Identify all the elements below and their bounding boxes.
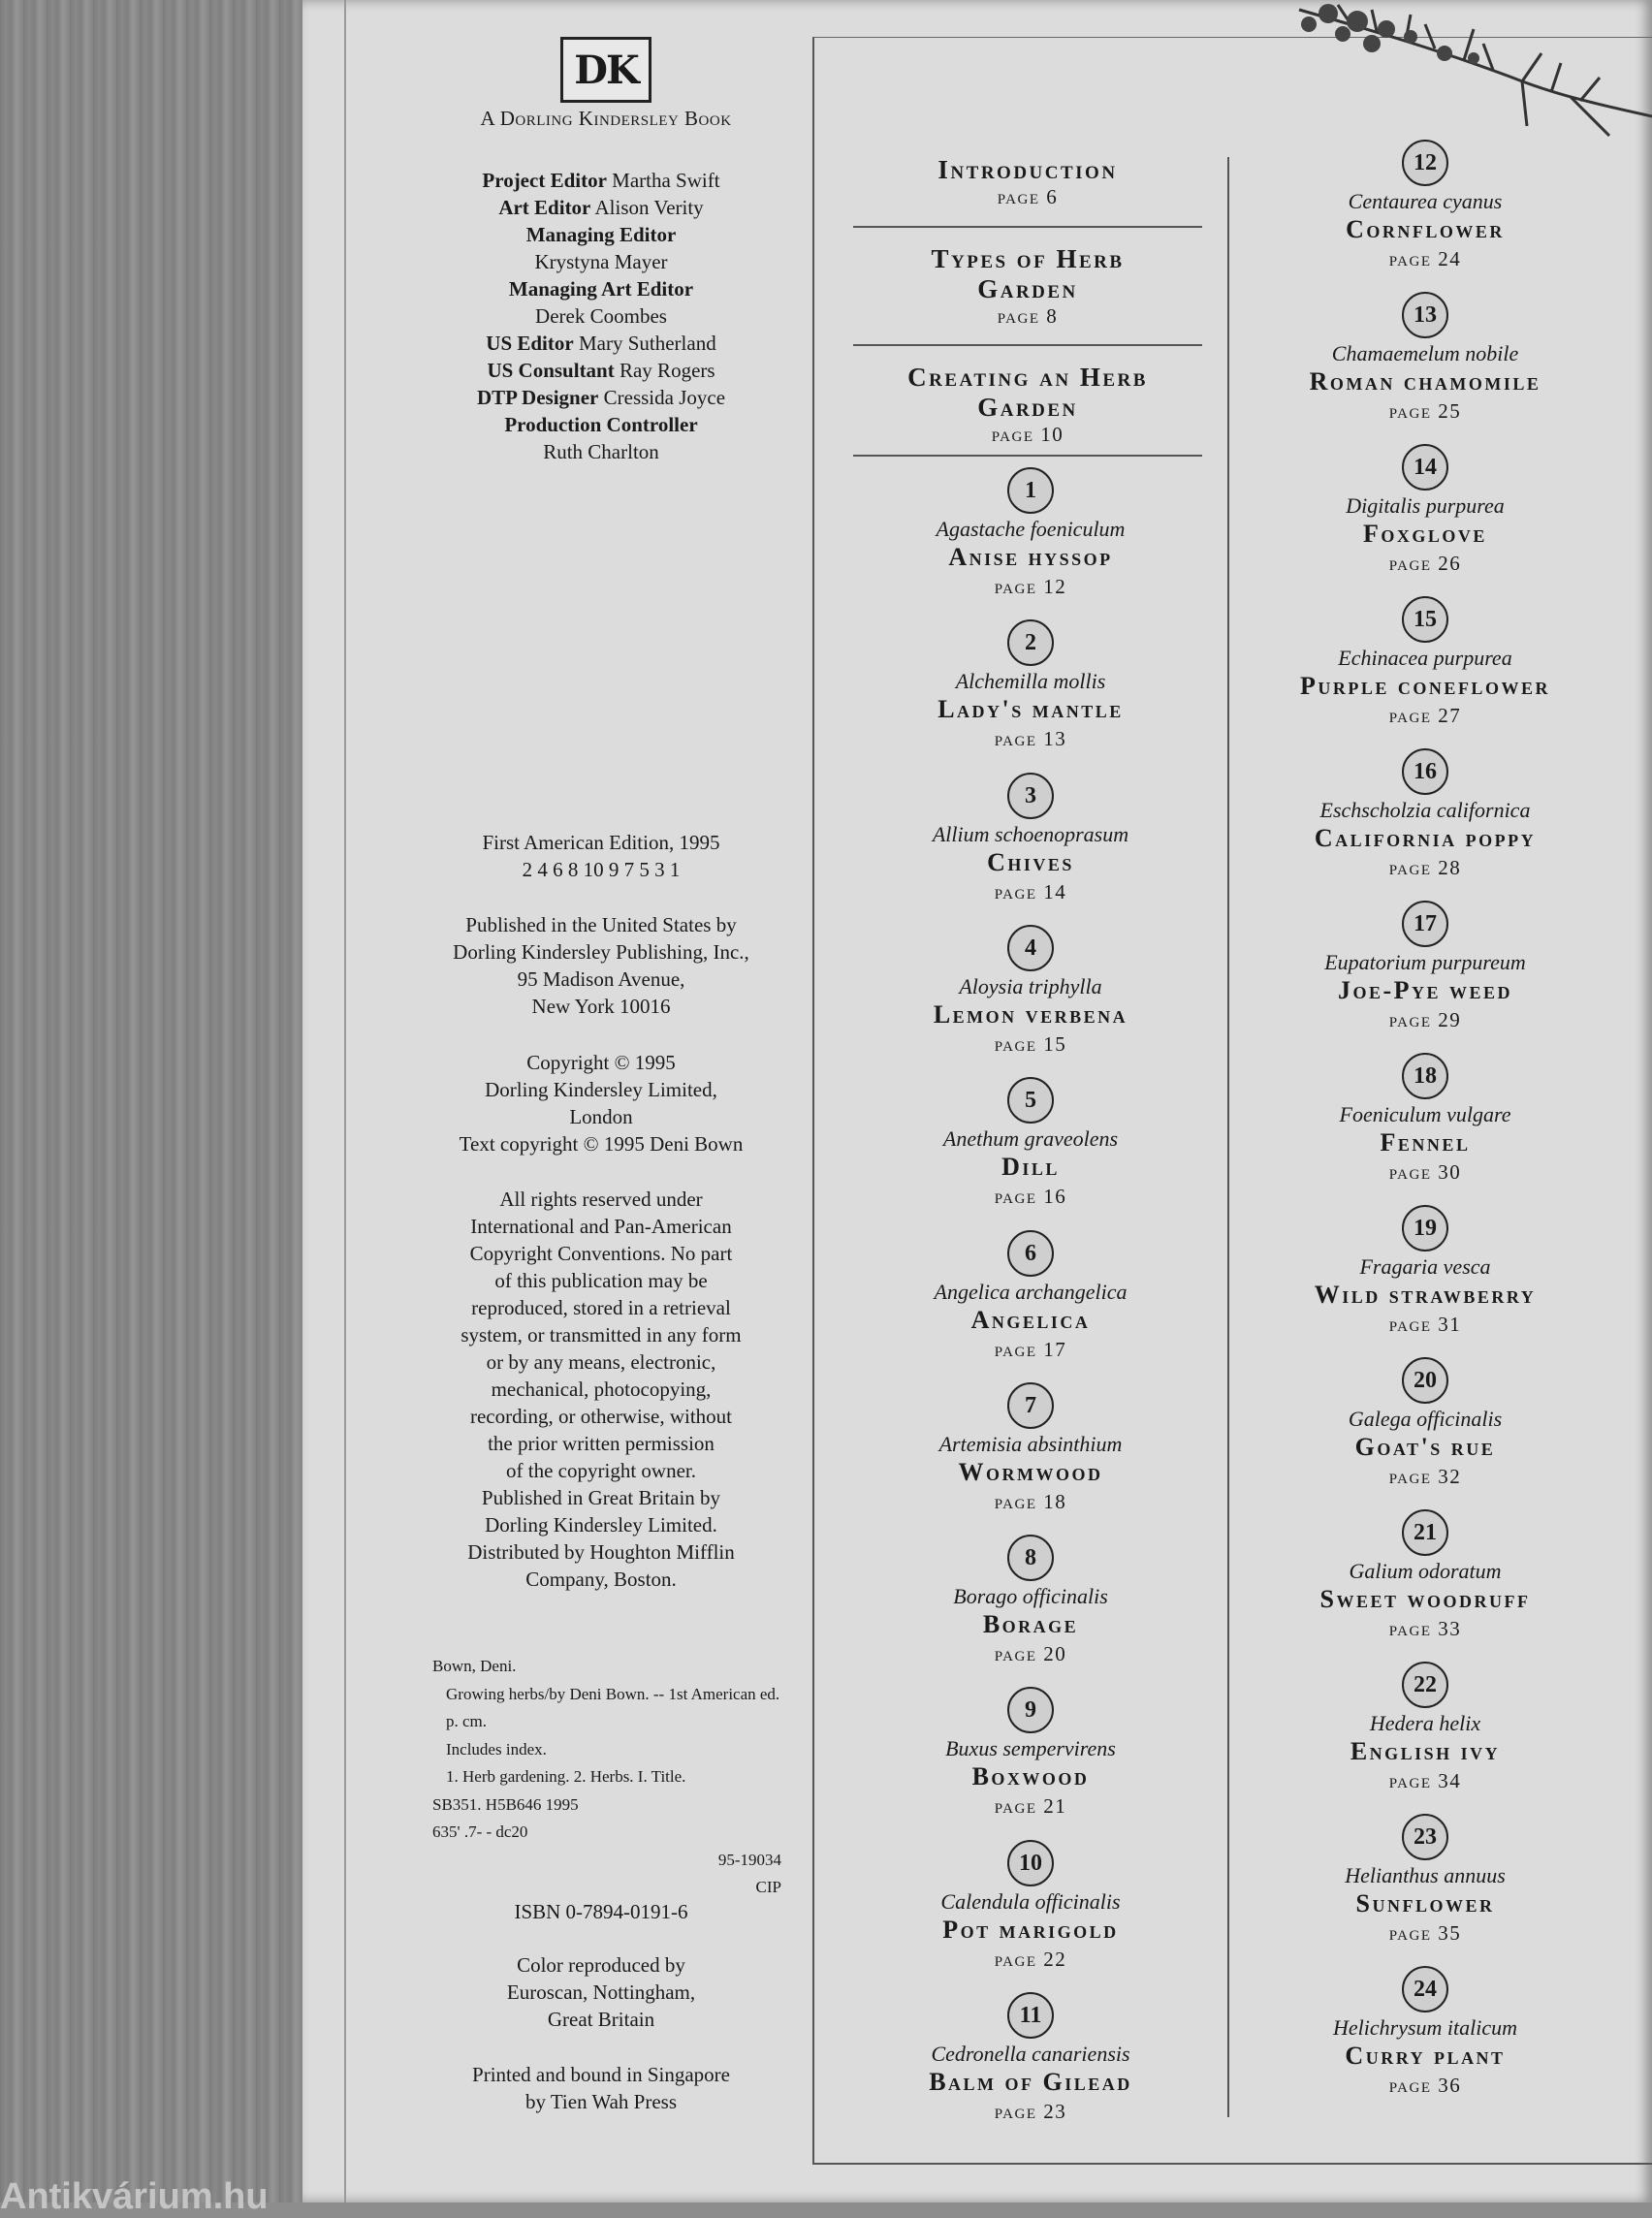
credit-name: Derek Coombes — [535, 304, 667, 328]
text-line: SB351. H5B646 1995 — [432, 1794, 579, 1814]
credit-line — [417, 330, 785, 357]
edition-block — [417, 829, 785, 883]
credit-line — [417, 275, 785, 302]
section-title: Types of Herb — [931, 244, 1125, 273]
plant-common-name: California poppy — [1314, 824, 1537, 852]
section-page: page 8 — [997, 304, 1059, 328]
plant-common-name: Wormwood — [958, 1458, 1103, 1486]
credit-role: Art Editor — [498, 196, 591, 219]
cip-classification — [432, 1791, 781, 1847]
text-line: CIP — [755, 1878, 781, 1896]
wooden-table-background — [0, 0, 308, 2202]
plant-entry[interactable] — [1241, 1509, 1609, 1643]
plant-page: page 15 — [994, 1032, 1067, 1056]
text-line: First American Edition, 1995 — [482, 831, 720, 854]
credit-role: US Editor — [486, 332, 574, 355]
text-line: Copyright Conventions. No part — [469, 1242, 733, 1265]
plant-page: page 13 — [994, 727, 1067, 750]
text-line: Text copyright © 1995 Deni Bown — [459, 1132, 744, 1156]
credit-role: US Consultant — [487, 359, 615, 382]
plant-number-badge: 12 — [1402, 140, 1448, 186]
section-title: Garden — [977, 393, 1078, 422]
plant-common-name: Lemon verbena — [933, 1000, 1128, 1029]
plant-common-name: English ivy — [1350, 1737, 1501, 1765]
text-line: Dorling Kindersley Publishing, Inc., — [453, 940, 749, 964]
credit-line — [417, 167, 785, 194]
plant-number-badge: 3 — [1007, 773, 1054, 819]
plant-page: page 12 — [994, 575, 1067, 598]
plant-latin-name: Buxus sempervirens — [945, 1736, 1116, 1760]
text-line: of the copyright owner. — [506, 1459, 696, 1482]
plant-common-name: Curry plant — [1345, 2042, 1506, 2070]
plant-entry[interactable] — [846, 1382, 1215, 1516]
plant-latin-name: Galega officinalis — [1348, 1407, 1503, 1431]
text-line: Great Britain — [547, 2008, 655, 2031]
plant-entry[interactable] — [846, 1230, 1215, 1364]
credit-role: Managing Editor — [525, 223, 677, 246]
section-title: Creating an Herb — [907, 363, 1148, 392]
credit-name: Ruth Charlton — [543, 440, 659, 463]
plant-number-badge: 22 — [1402, 1662, 1448, 1708]
rights-block — [417, 1186, 785, 1593]
plant-latin-name: Anethum graveolens — [942, 1126, 1119, 1151]
dk-logo: DK — [560, 37, 651, 103]
plant-latin-name: Fragaria vesca — [1359, 1254, 1491, 1279]
plant-number-badge: 21 — [1402, 1509, 1448, 1556]
plant-page: page 28 — [1388, 856, 1462, 879]
plant-number-badge: 17 — [1402, 901, 1448, 947]
isbn: ISBN 0-7894-0191-6 — [514, 1900, 688, 1923]
text-line: of this publication may be — [494, 1269, 708, 1292]
plant-latin-name: Foeniculum vulgare — [1339, 1102, 1511, 1126]
plant-number-badge: 20 — [1402, 1357, 1448, 1404]
section-title: Garden — [977, 274, 1078, 303]
plant-page: page 33 — [1388, 1617, 1462, 1640]
plant-number-badge: 2 — [1007, 619, 1054, 666]
text-line: Printed and bound in Singapore — [472, 2063, 730, 2086]
plant-page: page 34 — [1388, 1769, 1462, 1792]
plant-common-name: Wild strawberry — [1314, 1281, 1537, 1309]
color-reproduction-block — [417, 1951, 785, 2033]
text-line: Published in Great Britain by — [481, 1486, 721, 1509]
credit-line — [417, 302, 785, 330]
credit-name: Martha Swift — [612, 169, 720, 192]
plant-common-name: Boxwood — [971, 1762, 1090, 1790]
plant-common-name: Sweet woodruff — [1319, 1585, 1531, 1613]
plant-latin-name: Cedronella canariensis — [931, 2042, 1130, 2066]
plant-entry[interactable] — [1241, 1357, 1609, 1491]
section-page: page 10 — [991, 423, 1064, 446]
contents-section[interactable] — [853, 244, 1202, 329]
contents-column-divider — [1227, 157, 1229, 2117]
publisher-block — [417, 911, 785, 1020]
credit-line — [417, 411, 785, 438]
credit-name: Cressida Joyce — [603, 386, 726, 409]
plant-latin-name: Angelica archangelica — [934, 1280, 1128, 1304]
text-line: 95-19034 — [717, 1850, 781, 1869]
plant-latin-name: Helichrysum italicum — [1332, 2015, 1518, 2040]
plant-entry[interactable] — [1241, 901, 1609, 1034]
text-line: All rights reserved under — [499, 1188, 703, 1211]
plant-page: page 25 — [1388, 399, 1462, 423]
plant-common-name: Sunflower — [1355, 1889, 1495, 1917]
plant-latin-name: Aloysia triphylla — [959, 974, 1102, 998]
herb-sprig-illustration — [1289, 0, 1652, 145]
plant-page: page 31 — [1388, 1313, 1462, 1336]
plant-entry[interactable] — [1241, 444, 1609, 578]
plant-entry[interactable] — [1241, 292, 1609, 426]
plant-latin-name: Agastache foeniculum — [936, 517, 1126, 541]
plant-entry[interactable] — [1241, 748, 1609, 882]
plant-entry[interactable] — [846, 1687, 1215, 1821]
credit-line — [417, 221, 785, 248]
text-line: Dorling Kindersley Limited. — [485, 1513, 717, 1537]
plant-entry[interactable] — [846, 1077, 1215, 1211]
plant-latin-name: Helianthus annuus — [1345, 1863, 1506, 1887]
text-line: the prior written permission — [488, 1432, 715, 1455]
plant-page: page 16 — [994, 1185, 1067, 1208]
plant-common-name: Borage — [982, 1610, 1079, 1638]
plant-common-name: Pot marigold — [942, 1916, 1119, 1944]
plant-page: page 26 — [1388, 552, 1462, 575]
cip-data-block — [432, 1653, 781, 1902]
text-line: 95 Madison Avenue, — [517, 967, 685, 991]
plant-latin-name: Allium schoenoprasum — [932, 822, 1129, 846]
plant-latin-name: Calendula officinalis — [940, 1889, 1121, 1914]
credit-line — [417, 384, 785, 411]
plant-page: page 23 — [994, 2100, 1067, 2123]
plant-latin-name: Chamaemelum nobile — [1331, 341, 1519, 365]
plant-number-badge: 19 — [1402, 1205, 1448, 1252]
plant-page: page 18 — [994, 1490, 1067, 1513]
plant-common-name: Fennel — [1380, 1128, 1471, 1157]
plant-entry[interactable] — [846, 1840, 1215, 1974]
plant-number-badge: 5 — [1007, 1077, 1054, 1124]
plant-common-name: Balm of Gilead — [929, 2068, 1132, 2096]
credit-name: Alison Verity — [594, 196, 704, 219]
plant-entry[interactable] — [846, 467, 1215, 601]
plant-entry[interactable] — [1241, 1053, 1609, 1187]
plant-common-name: Foxglove — [1363, 520, 1487, 548]
text-line: or by any means, electronic, — [486, 1350, 716, 1374]
contents-section[interactable] — [853, 363, 1202, 447]
plant-number-badge: 15 — [1402, 596, 1448, 643]
plant-number-badge: 9 — [1007, 1687, 1054, 1733]
plant-page: page 21 — [994, 1794, 1067, 1818]
text-line: Dorling Kindersley Limited, — [485, 1078, 717, 1101]
cip-lines — [432, 1681, 781, 1791]
credit-line — [417, 194, 785, 221]
section-divider — [853, 455, 1202, 457]
plant-page: page 35 — [1388, 1921, 1462, 1945]
plant-entry[interactable] — [1241, 1966, 1609, 2100]
section-divider — [853, 226, 1202, 228]
text-line: mechanical, photocopying, — [491, 1378, 712, 1401]
text-line: London — [569, 1105, 633, 1128]
plant-entry[interactable] — [846, 1992, 1215, 2126]
plant-page: page 20 — [994, 1642, 1067, 1665]
plant-entry[interactable] — [846, 1535, 1215, 1668]
plant-entry[interactable] — [1241, 140, 1609, 273]
credits-block — [417, 167, 785, 465]
plant-latin-name: Echinacea purpurea — [1338, 646, 1512, 670]
text-line: Copyright © 1995 — [526, 1051, 676, 1074]
text-line: system, or transmitted in any form — [461, 1323, 742, 1347]
plant-page: page 24 — [1388, 247, 1462, 270]
plant-common-name: Purple coneflower — [1300, 672, 1550, 700]
plant-common-name: Chives — [987, 848, 1074, 876]
text-line: Published in the United States by — [465, 913, 737, 936]
plant-number-badge: 4 — [1007, 925, 1054, 971]
section-title: Introduction — [937, 155, 1118, 184]
credit-name: Ray Rogers — [619, 359, 715, 382]
text-line: Growing herbs/by Deni Bown. -- 1st American ed. — [446, 1684, 780, 1703]
plant-entry[interactable] — [846, 925, 1215, 1059]
text-line: 2 4 6 8 10 9 7 5 3 1 — [522, 858, 681, 881]
plant-latin-name: Galium odoratum — [1349, 1559, 1502, 1583]
credit-name: Mary Sutherland — [578, 332, 716, 355]
plant-number-badge: 18 — [1402, 1053, 1448, 1099]
text-line: p. cm. — [446, 1712, 488, 1730]
plant-number-badge: 1 — [1007, 467, 1054, 514]
logo-caption: A Dorling Kindersley Book — [480, 107, 732, 130]
copyright-block — [417, 1049, 785, 1157]
plant-number-badge: 16 — [1402, 748, 1448, 795]
plant-page: page 14 — [994, 880, 1067, 903]
plant-number-badge: 23 — [1402, 1814, 1448, 1860]
text-line: Distributed by Houghton Mifflin — [467, 1540, 735, 1564]
text-line: Includes index. — [446, 1739, 547, 1759]
credit-line — [417, 438, 785, 465]
plant-number-badge: 24 — [1402, 1966, 1448, 2012]
plant-page: page 29 — [1388, 1008, 1462, 1031]
plant-common-name: Joe-Pye weed — [1337, 976, 1513, 1004]
plant-common-name: Angelica — [970, 1306, 1091, 1334]
credit-line — [417, 248, 785, 275]
plant-entry[interactable] — [1241, 1205, 1609, 1339]
credit-role: Production Controller — [504, 413, 698, 436]
plant-number-badge: 13 — [1402, 292, 1448, 338]
plant-page: page 27 — [1388, 704, 1462, 727]
plant-entry[interactable] — [1241, 596, 1609, 730]
plant-page: page 32 — [1388, 1465, 1462, 1488]
watermark: Antikvárium.hu — [0, 2176, 269, 2217]
plant-entry[interactable] — [1241, 1662, 1609, 1795]
contents-section[interactable] — [853, 155, 1202, 209]
credit-role: DTP Designer — [476, 386, 599, 409]
text-line: Company, Boston. — [525, 1568, 677, 1591]
plant-number-badge: 6 — [1007, 1230, 1054, 1277]
plant-latin-name: Centaurea cyanus — [1348, 189, 1503, 213]
plant-number-badge: 10 — [1007, 1840, 1054, 1886]
plant-page: page 22 — [994, 1948, 1067, 1971]
credit-name: Krystyna Mayer — [534, 250, 668, 273]
plant-entry[interactable] — [846, 619, 1215, 753]
page-fold-line — [344, 0, 346, 2202]
text-line: by Tien Wah Press — [524, 2090, 678, 2113]
text-line: Euroscan, Nottingham, — [506, 1980, 696, 2004]
text-line: 635' .7- - dc20 — [432, 1822, 528, 1841]
plant-latin-name: Borago officinalis — [953, 1584, 1108, 1608]
plant-page: page 30 — [1388, 1160, 1462, 1184]
credit-role: Managing Art Editor — [508, 277, 694, 301]
plant-common-name: Dill — [1001, 1153, 1060, 1181]
plant-latin-name: Artemisia absinthium — [938, 1432, 1123, 1456]
section-divider — [853, 344, 1202, 346]
plant-common-name: Roman chamomile — [1309, 367, 1541, 396]
plant-number-badge: 11 — [1007, 1992, 1054, 2039]
plant-latin-name: Eupatorium purpureum — [1324, 950, 1526, 974]
text-line: 1. Herb gardening. 2. Herbs. I. Title. — [446, 1767, 686, 1786]
text-line: reproduced, stored in a retrieval — [471, 1296, 731, 1319]
credit-role: Project Editor — [482, 169, 607, 192]
plant-common-name: Goat's rue — [1354, 1433, 1496, 1461]
plant-common-name: Anise hyssop — [948, 543, 1113, 571]
plant-entry[interactable] — [846, 773, 1215, 906]
plant-common-name: Lady's mantle — [937, 695, 1124, 723]
text-line: recording, or otherwise, without — [469, 1405, 733, 1428]
plant-latin-name: Alchemilla mollis — [955, 669, 1106, 693]
printer-block — [417, 2061, 785, 2115]
cip-author: Bown, Deni. — [432, 1657, 517, 1675]
plant-page: page 17 — [994, 1338, 1067, 1361]
plant-number-badge: 8 — [1007, 1535, 1054, 1581]
cip-number — [432, 1847, 781, 1902]
text-line: Color reproduced by — [517, 1953, 685, 1977]
credit-line — [417, 357, 785, 384]
text-line: New York 10016 — [531, 995, 671, 1018]
section-page: page 6 — [997, 185, 1059, 208]
plant-common-name: Cornflower — [1346, 215, 1505, 243]
text-line: International and Pan-American — [470, 1215, 732, 1238]
plant-latin-name: Eschscholzia californica — [1319, 798, 1531, 822]
plant-latin-name: Digitalis purpurea — [1346, 493, 1505, 518]
plant-page: page 36 — [1388, 2074, 1462, 2097]
plant-number-badge: 14 — [1402, 444, 1448, 491]
plant-number-badge: 7 — [1007, 1382, 1054, 1429]
plant-latin-name: Hedera helix — [1369, 1711, 1481, 1735]
plant-entry[interactable] — [1241, 1814, 1609, 1948]
